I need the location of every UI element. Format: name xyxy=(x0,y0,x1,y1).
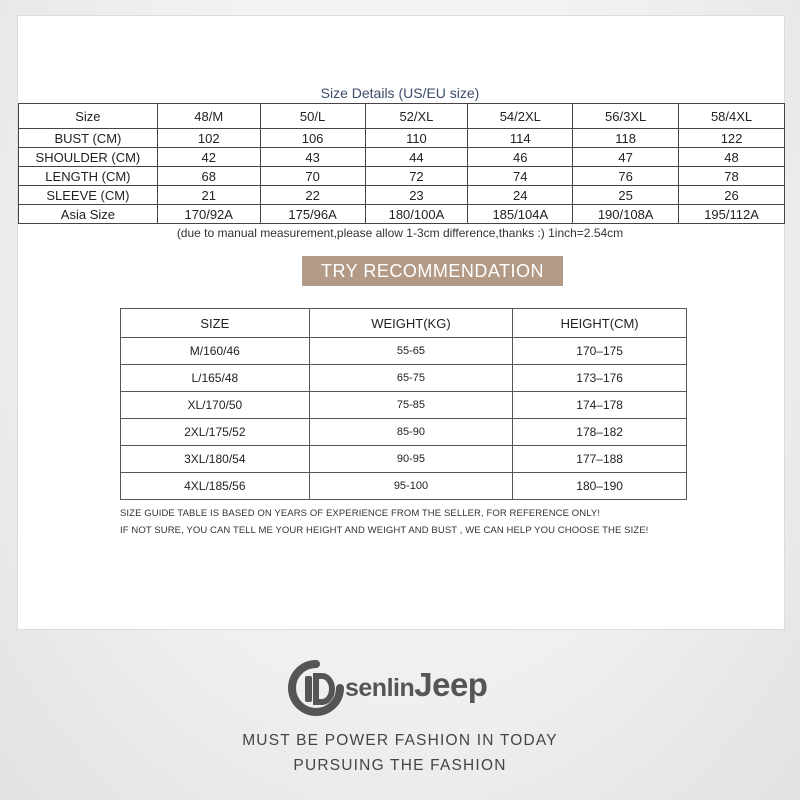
header-cell: HEIGHT(CM) xyxy=(513,309,687,338)
cell: 21 xyxy=(157,186,260,205)
size-cell: 2XL/175/52 xyxy=(121,419,310,446)
header-cell: 56/3XL xyxy=(573,104,679,129)
row-label: LENGTH (CM) xyxy=(19,167,158,186)
size-cell: M/160/46 xyxy=(121,338,310,365)
size-cell: L/165/48 xyxy=(121,365,310,392)
cell: 23 xyxy=(365,186,468,205)
cell: 76 xyxy=(573,167,679,186)
weight-cell: 65-75 xyxy=(309,365,513,392)
brand-name-senlin: senlin xyxy=(345,674,415,702)
cell: 114 xyxy=(468,129,573,148)
header-cell: 58/4XL xyxy=(679,104,785,129)
disclaimer-line-2: IF NOT SURE, YOU CAN TELL ME YOUR HEIGHT AND WEIGHT AND BUST , WE CAN HELP YOU CHOOSE THE SIZE! xyxy=(120,525,649,536)
cell: 44 xyxy=(365,148,468,167)
table-row xyxy=(121,338,687,365)
cell: 180/100A xyxy=(365,205,468,224)
size-cell: 4XL/185/56 xyxy=(121,473,310,500)
table-row xyxy=(19,129,785,148)
cell: 118 xyxy=(573,129,679,148)
cell: 170/92A xyxy=(157,205,260,224)
try-recommendation-banner: TRY RECOMMENDATION xyxy=(302,256,563,286)
cell: 26 xyxy=(679,186,785,205)
height-cell: 170–175 xyxy=(513,338,687,365)
header-cell: 52/XL xyxy=(365,104,468,129)
table-row xyxy=(19,205,785,224)
size-details-title: Size Details (US/EU size) xyxy=(320,85,480,101)
cell: 195/112A xyxy=(679,205,785,224)
weight-cell: 75-85 xyxy=(309,392,513,419)
row-label: Asia Size xyxy=(19,205,158,224)
height-cell: 180–190 xyxy=(513,473,687,500)
header-cell: 54/2XL xyxy=(468,104,573,129)
table-row xyxy=(121,473,687,500)
cell: 106 xyxy=(260,129,365,148)
recommendation-header-row xyxy=(121,309,687,338)
cell: 68 xyxy=(157,167,260,186)
weight-cell: 90-95 xyxy=(309,446,513,473)
row-label: BUST (CM) xyxy=(19,129,158,148)
row-label: SLEEVE (CM) xyxy=(19,186,158,205)
table-row xyxy=(121,392,687,419)
table-row xyxy=(121,365,687,392)
cell: 25 xyxy=(573,186,679,205)
table-row xyxy=(121,446,687,473)
recommendation-table xyxy=(120,308,687,500)
weight-cell: 85-90 xyxy=(309,419,513,446)
cell: 74 xyxy=(468,167,573,186)
cell: 175/96A xyxy=(260,205,365,224)
cell: 102 xyxy=(157,129,260,148)
cell: 46 xyxy=(468,148,573,167)
weight-cell: 55-65 xyxy=(309,338,513,365)
header-cell: WEIGHT(KG) xyxy=(309,309,513,338)
row-label: SHOULDER (CM) xyxy=(19,148,158,167)
disclaimer-line-1: SIZE GUIDE TABLE IS BASED ON YEARS OF EXPERIENCE FROM THE SELLER, FOR REFERENCE ONLY! xyxy=(120,508,601,519)
weight-cell: 95-100 xyxy=(309,473,513,500)
header-cell: 50/L xyxy=(260,104,365,129)
size-details-header-row xyxy=(19,104,785,129)
cell: 72 xyxy=(365,167,468,186)
cell: 48 xyxy=(679,148,785,167)
cell: 110 xyxy=(365,129,468,148)
size-details-table xyxy=(18,103,785,224)
brand-emblem-icon xyxy=(288,660,344,716)
cell: 190/108A xyxy=(573,205,679,224)
brand-logo xyxy=(288,660,548,716)
table-row xyxy=(19,148,785,167)
cell: 47 xyxy=(573,148,679,167)
height-cell: 173–176 xyxy=(513,365,687,392)
header-cell: Size xyxy=(19,104,158,129)
cell: 122 xyxy=(679,129,785,148)
size-cell: XL/170/50 xyxy=(121,392,310,419)
height-cell: 178–182 xyxy=(513,419,687,446)
slogan-line-1: MUST BE POWER FASHION IN TODAY xyxy=(242,732,558,749)
table-row xyxy=(19,167,785,186)
cell: 42 xyxy=(157,148,260,167)
cell: 43 xyxy=(260,148,365,167)
header-cell: 48/M xyxy=(157,104,260,129)
size-cell: 3XL/180/54 xyxy=(121,446,310,473)
cell: 78 xyxy=(679,167,785,186)
table-row xyxy=(19,186,785,205)
measurement-note: (due to manual measurement,please allow 1-3cm difference,thanks :) 1inch=2.54cm xyxy=(176,226,624,240)
cell: 185/104A xyxy=(468,205,573,224)
brand-name-jeep: Jeep xyxy=(414,666,488,703)
height-cell: 174–178 xyxy=(513,392,687,419)
height-cell: 177–188 xyxy=(513,446,687,473)
slogan-line-2: PURSUING THE FASHION xyxy=(293,757,507,774)
brand-name xyxy=(345,666,487,704)
header-cell: SIZE xyxy=(121,309,310,338)
cell: 70 xyxy=(260,167,365,186)
table-row xyxy=(121,419,687,446)
cell: 22 xyxy=(260,186,365,205)
cell: 24 xyxy=(468,186,573,205)
